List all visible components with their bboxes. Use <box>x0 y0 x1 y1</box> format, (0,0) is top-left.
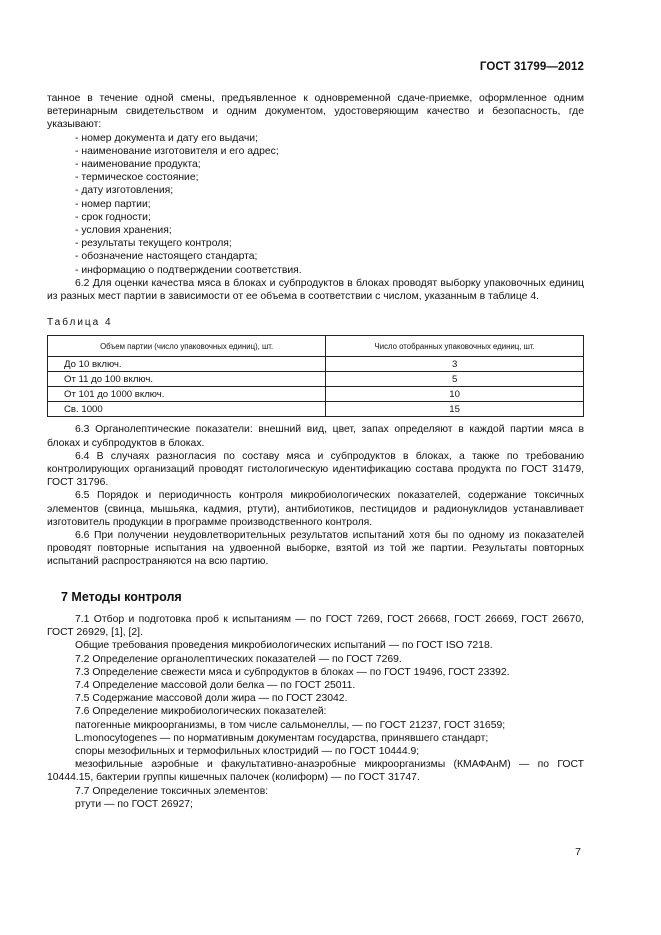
paragraph-7-6: 7.6 Определение микробиологических показателей: <box>75 706 327 718</box>
table-cell: От 101 до 1000 включ. <box>48 387 326 402</box>
list-item: - результаты текущего контроля; <box>75 238 232 250</box>
list-item: - наименование изготовителя и его адрес; <box>75 145 279 157</box>
paragraph-7-7: 7.7 Определение токсичных элементов: <box>75 785 269 797</box>
document-code: ГОСТ 31799—2012 <box>479 61 584 73</box>
table-cell: 15 <box>326 402 584 417</box>
paragraph-6-3: 6.3 Органолептические показатели: внешний вид, цвет, запах определяют в каждой партии мяса в блоках и субпродуктов в блоках. <box>47 424 584 449</box>
table-header-row <box>48 336 584 357</box>
table-caption: Таблица 4 <box>47 317 113 329</box>
table-cell: 10 <box>326 387 584 402</box>
paragraph-6-5: 6.5 Порядок и периодичность контроля микробиологических показателей, содержание токсичных элементов (свинца, мышьяка, кадмия, ртути), антибиотиков, пестицидов и радионуклидов устанавливает изготовитель продукции в программе производственного контроля. <box>47 490 584 528</box>
list-item: - дату изготовления; <box>75 185 174 197</box>
list-item: - наименование продукта; <box>75 159 201 171</box>
page-body <box>47 92 584 811</box>
micro-item: L.monocytogenes — по нормативным документам государства, принявшего стандарт; <box>75 732 489 744</box>
paragraph-general-requirements: Общие требования проведения микробиологических испытаний — по ГОСТ ISO 7218. <box>75 640 493 652</box>
column-header: Объем партии (число упаковочных единиц), шт. <box>48 336 326 357</box>
table-row <box>48 372 584 387</box>
page-number: 7 <box>575 846 581 858</box>
mercury-item: ртути — по ГОСТ 26927; <box>75 798 193 810</box>
paragraph-7-4: 7.4 Определение массовой доли белка — по ГОСТ 25011. <box>75 679 356 691</box>
list-item: - обозначение настоящего стандарта; <box>75 251 258 263</box>
table-row <box>48 402 584 417</box>
table-row <box>48 357 584 372</box>
column-header: Число отобранных упаковочных единиц, шт. <box>326 336 584 357</box>
paragraph-7-1: 7.1 Отбор и подготовка проб к испытаниям — по ГОСТ 7269, ГОСТ 26668, ГОСТ 26669, ГОСТ 26670, ГОСТ 26929, [1], [2]. <box>47 613 584 639</box>
micro-item: споры мезофильных и термофильных клостридий — по ГОСТ 10444.9; <box>75 745 420 757</box>
batch-info-list <box>47 132 584 277</box>
paragraph-7-5: 7.5 Содержание массовой доли жира — по ГОСТ 23042. <box>75 693 348 705</box>
table-cell: До 10 включ. <box>48 357 326 372</box>
paragraph-7-2: 7.2 Определение органолептических показателей — по ГОСТ 7269. <box>75 653 402 665</box>
paragraph-6-1-continuation: танное в течение одной смены, предъявленное к одновременной сдаче-приемке, оформленное одним ветеринарным свидетельством и одним документом, удостоверяющим качество и безопасность, где указывают: <box>47 93 584 131</box>
table-cell: Св. 1000 <box>48 402 326 417</box>
table-cell: От 11 до 100 включ. <box>48 372 326 387</box>
list-item: - номер документа и дату его выдачи; <box>75 132 258 144</box>
paragraph-6-6: 6.6 При получении неудовлетворительных результатов испытаний хотя бы по одному из показателей проводят повторные испытания на удвоенной выборке, взятой из той же партии. Результаты повторных испытаний распространяются на всю партию. <box>47 530 584 568</box>
table-row <box>48 387 584 402</box>
paragraph-6-2: 6.2 Для оценки качества мяса в блоках и субпродуктов в блоках проводят выборку упаковочных единиц из разных мест партии в зависимости от ее объема в соответствии с числом, указанным в таблице 4. <box>47 277 584 303</box>
list-item: - срок годности; <box>75 211 151 223</box>
paragraph-6-4: 6.4 В случаях разногласия по составу мяса и субпродуктов в блоках, а также по требованию контролирующих организаций проводят гистологическую идентификацию состава продукта по ГОСТ 31479, ГОСТ 31796. <box>47 450 584 489</box>
table-cell: 5 <box>326 372 584 387</box>
sampling-table <box>47 335 584 417</box>
list-item: - номер партии; <box>75 198 151 210</box>
list-item: - информацию о подтверждении соответствия. <box>75 264 302 276</box>
paragraph-7-3: 7.3 Определение свежести мяса и субпродуктов в блоках — по ГОСТ 19496, ГОСТ 23392. <box>75 666 510 678</box>
list-item: - термическое состояние; <box>75 172 199 184</box>
table-cell: 3 <box>326 357 584 372</box>
micro-item: мезофильные аэробные и факультативно-анаэробные микроорганизмы (КМАФАнМ) — по ГОСТ 10444.15, бактерии группы кишечных палочек (колиформ) — по ГОСТ 31747. <box>47 759 584 784</box>
micro-item: патогенные микроорганизмы, в том числе сальмонеллы, — по ГОСТ 21237, ГОСТ 31659; <box>75 719 506 731</box>
section-7-heading: 7 Методы контроля <box>61 589 182 604</box>
list-item: - условия хранения; <box>75 225 172 237</box>
